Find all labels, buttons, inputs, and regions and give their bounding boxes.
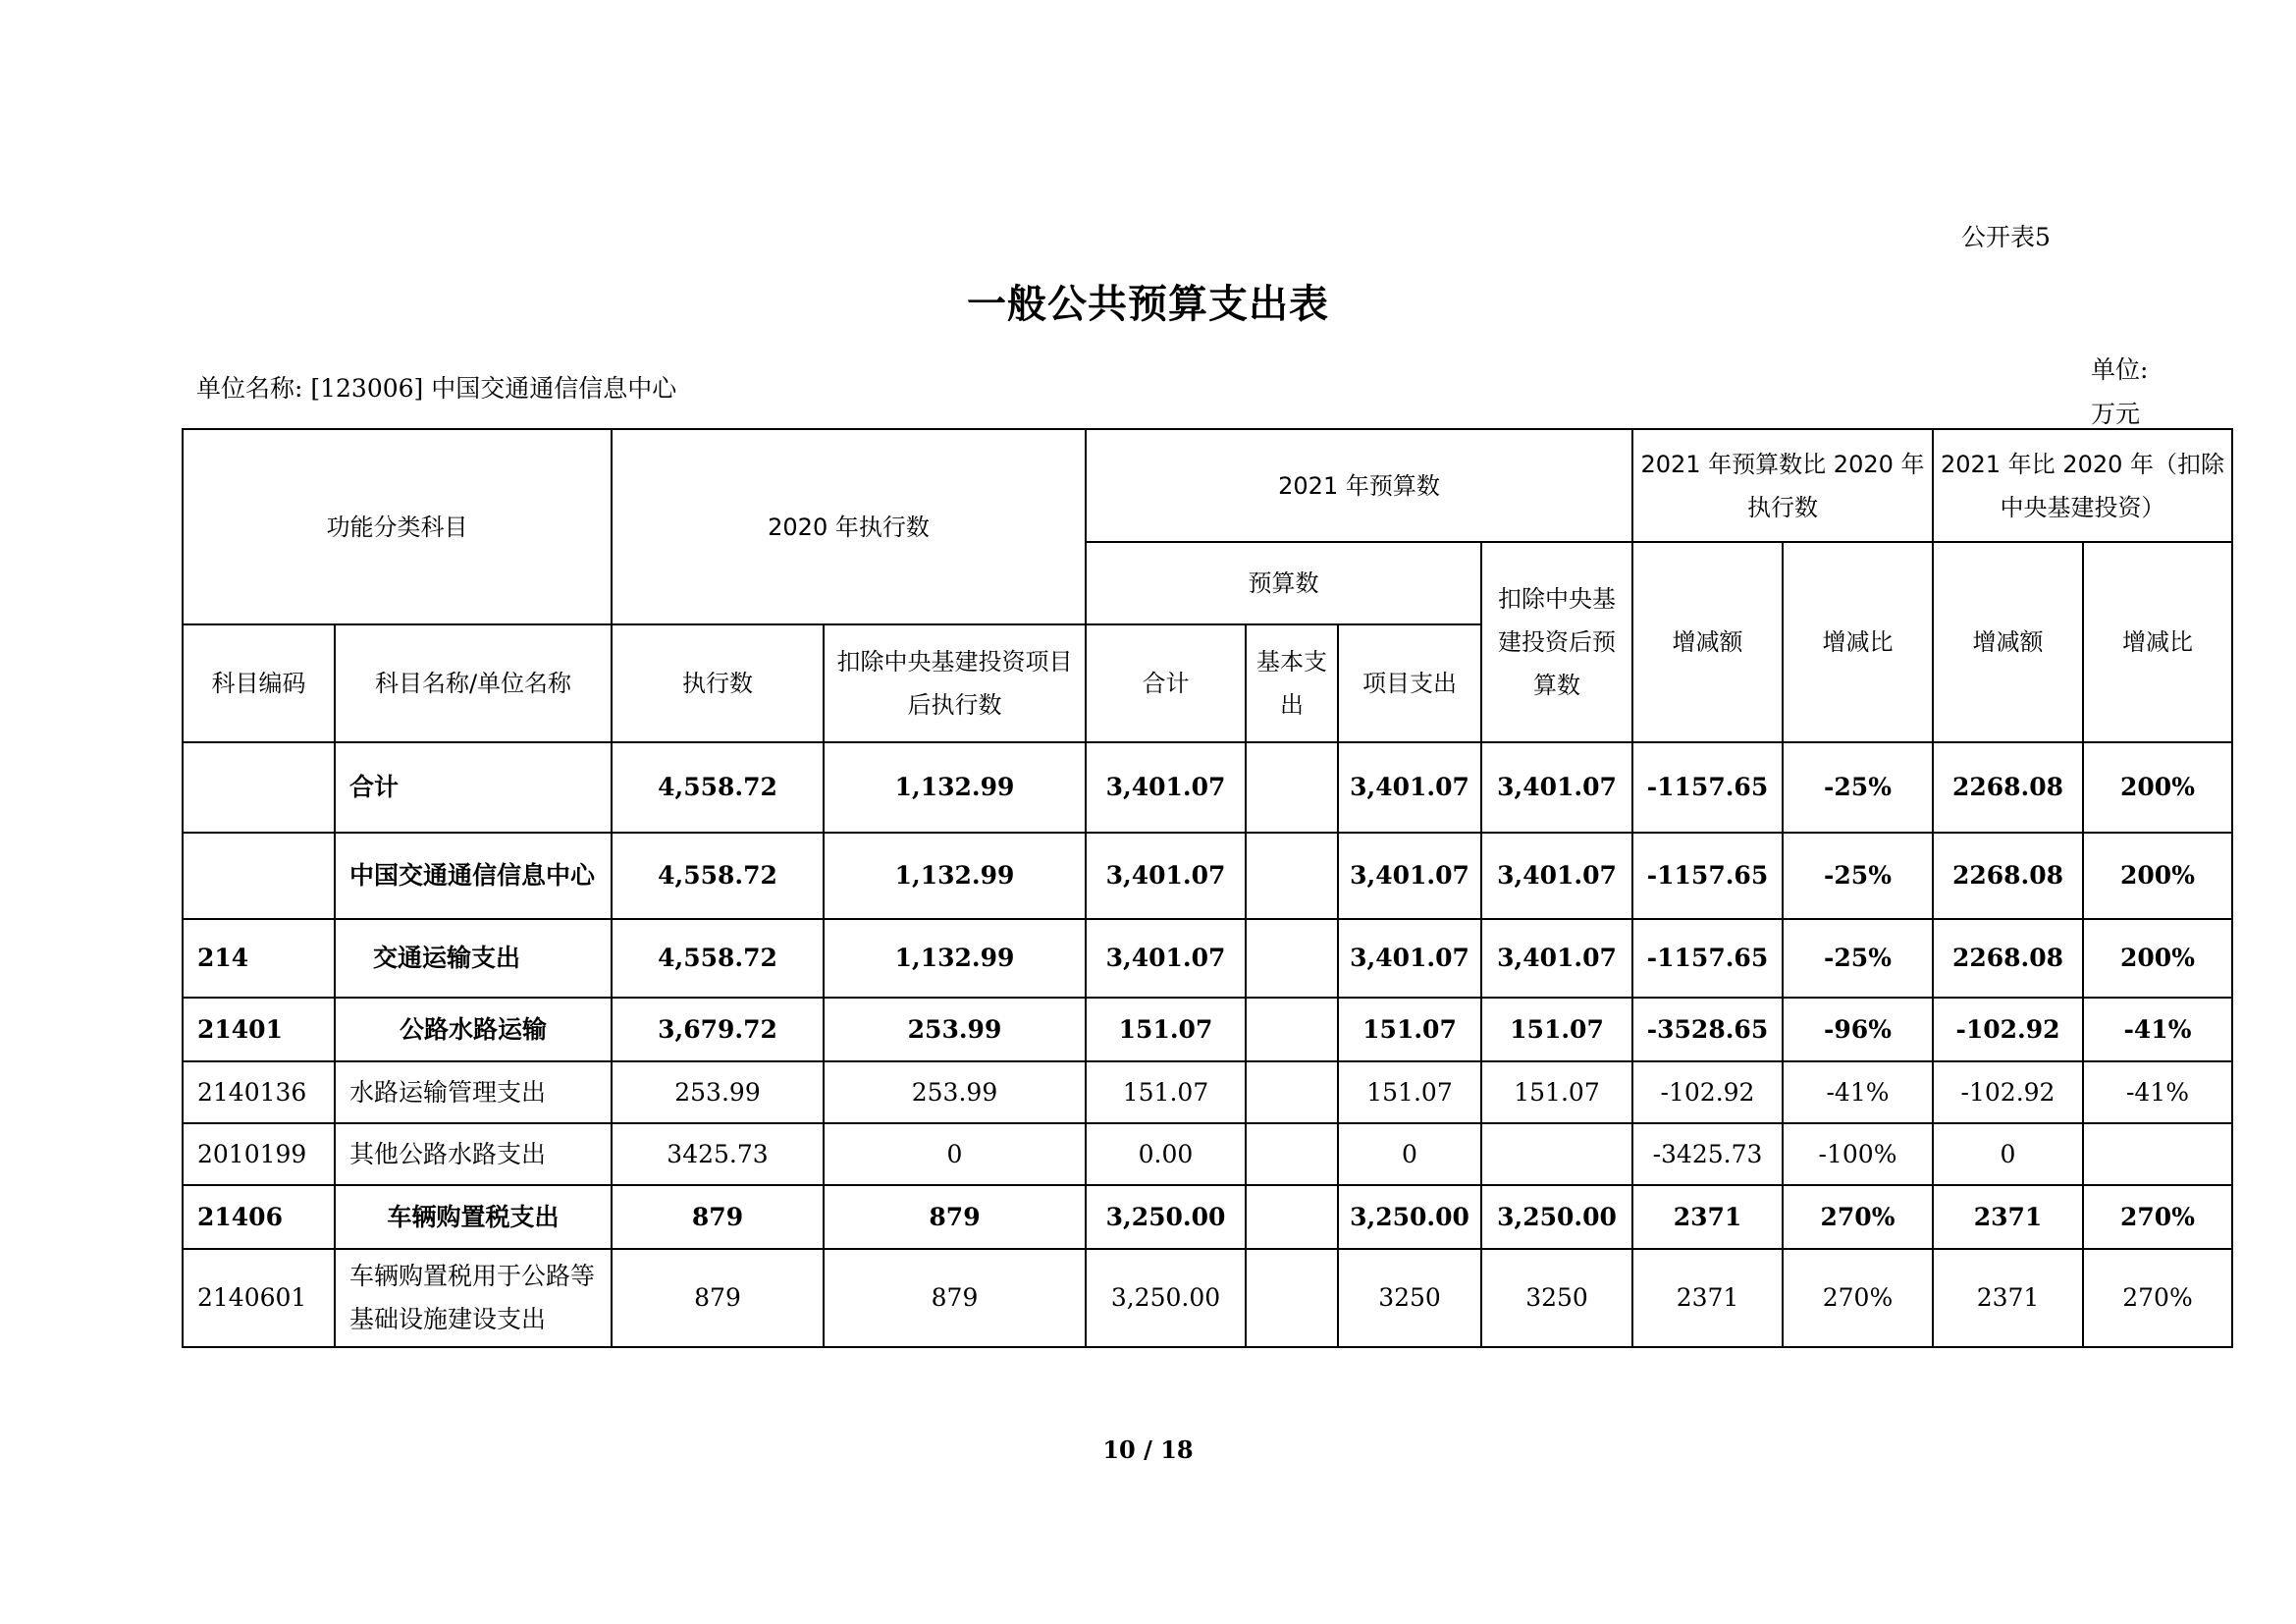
header-code: 科目编码 bbox=[183, 624, 335, 742]
cell-change-amount-1: -3425.73 bbox=[1632, 1123, 1783, 1185]
cell-change-amount-1: -102.92 bbox=[1632, 1061, 1783, 1123]
cell-change-amount-1: 2371 bbox=[1632, 1185, 1783, 1249]
cell-exec: 3425.73 bbox=[612, 1123, 824, 1185]
cell-basic bbox=[1246, 742, 1338, 833]
cell-excl-budget: 151.07 bbox=[1481, 1061, 1632, 1123]
cell-exec-excl: 253.99 bbox=[824, 1061, 1086, 1123]
cell-code: 21406 bbox=[183, 1185, 335, 1249]
cell-change-ratio-1: 270% bbox=[1783, 1249, 1933, 1347]
cell-exec-excl: 879 bbox=[824, 1249, 1086, 1347]
cell-total: 151.07 bbox=[1086, 998, 1246, 1061]
cell-change-amount-2: 2268.08 bbox=[1933, 742, 2083, 833]
cell-exec-excl: 1,132.99 bbox=[824, 833, 1086, 919]
form-number: 公开表5 bbox=[1961, 223, 2051, 251]
header-basic-expense: 基本支出 bbox=[1246, 624, 1338, 742]
cell-basic bbox=[1246, 998, 1338, 1061]
table-row bbox=[183, 833, 2232, 919]
cell-project: 151.07 bbox=[1338, 1061, 1481, 1123]
cell-change-amount-2: 0 bbox=[1933, 1123, 2083, 1185]
cell-exec: 3,679.72 bbox=[612, 998, 824, 1061]
cell-code bbox=[183, 742, 335, 833]
cell-change-ratio-2: 270% bbox=[2083, 1249, 2232, 1347]
cell-change-ratio-1: -100% bbox=[1783, 1123, 1933, 1185]
page-title: 一般公共预算支出表 bbox=[967, 282, 1329, 327]
cell-excl-budget: 3,250.00 bbox=[1481, 1185, 1632, 1249]
cell-total: 3,401.07 bbox=[1086, 833, 1246, 919]
cell-project: 0 bbox=[1338, 1123, 1481, 1185]
cell-basic bbox=[1246, 1123, 1338, 1185]
header-change-amount-2: 增减额 bbox=[1933, 542, 2083, 742]
cell-exec: 253.99 bbox=[612, 1061, 824, 1123]
header-project-expense: 项目支出 bbox=[1338, 624, 1481, 742]
cell-change-ratio-2: 270% bbox=[2083, 1185, 2232, 1249]
cell-basic bbox=[1246, 833, 1338, 919]
header-change-ratio-1: 增减比 bbox=[1783, 542, 1933, 742]
cell-basic bbox=[1246, 1185, 1338, 1249]
cell-name: 车辆购置税用于公路等基础设施建设支出 bbox=[335, 1249, 612, 1347]
cell-excl-budget bbox=[1481, 1123, 1632, 1185]
header-change-amount-1: 增减额 bbox=[1632, 542, 1783, 742]
cell-name: 中国交通通信信息中心 bbox=[335, 833, 612, 919]
cell-project: 151.07 bbox=[1338, 998, 1481, 1061]
cell-basic bbox=[1246, 919, 1338, 998]
cell-change-amount-1: 2371 bbox=[1632, 1249, 1783, 1347]
header-change-excl-central: 2021 年比 2020 年（扣除中央基建投资） bbox=[1933, 429, 2232, 542]
cell-name: 公路水路运输 bbox=[335, 998, 612, 1061]
cell-code: 2010199 bbox=[183, 1123, 335, 1185]
cell-name: 交通运输支出 bbox=[335, 919, 612, 998]
header-exec-2020: 2020 年执行数 bbox=[612, 429, 1086, 624]
cell-project: 3,250.00 bbox=[1338, 1185, 1481, 1249]
cell-excl-budget: 3,401.07 bbox=[1481, 833, 1632, 919]
cell-exec: 4,558.72 bbox=[612, 919, 824, 998]
cell-change-ratio-2: 200% bbox=[2083, 919, 2232, 998]
header-budget-sub: 预算数 bbox=[1086, 542, 1481, 624]
cell-total: 3,250.00 bbox=[1086, 1185, 1246, 1249]
cell-project: 3,401.07 bbox=[1338, 833, 1481, 919]
header-row-1 bbox=[183, 429, 2232, 542]
cell-total: 3,401.07 bbox=[1086, 742, 1246, 833]
page-number: 10 / 18 bbox=[1102, 1435, 1194, 1464]
cell-change-amount-1: -1157.65 bbox=[1632, 833, 1783, 919]
table-row bbox=[183, 919, 2232, 998]
cell-exec-excl: 879 bbox=[824, 1185, 1086, 1249]
cell-change-amount-2: 2268.08 bbox=[1933, 833, 2083, 919]
cell-exec: 4,558.72 bbox=[612, 742, 824, 833]
cell-project: 3,401.07 bbox=[1338, 919, 1481, 998]
cell-name: 水路运输管理支出 bbox=[335, 1061, 612, 1123]
header-change-ratio-2: 增减比 bbox=[2083, 542, 2232, 742]
cell-code: 2140136 bbox=[183, 1061, 335, 1123]
header-change-vs-2020: 2021 年预算数比 2020 年执行数 bbox=[1632, 429, 1933, 542]
cell-change-ratio-1: -41% bbox=[1783, 1061, 1933, 1123]
cell-change-amount-2: -102.92 bbox=[1933, 998, 2083, 1061]
cell-total: 0.00 bbox=[1086, 1123, 1246, 1185]
cell-change-ratio-1: 270% bbox=[1783, 1185, 1933, 1249]
table-row bbox=[183, 1061, 2232, 1123]
cell-exec: 879 bbox=[612, 1249, 824, 1347]
cell-change-amount-2: -102.92 bbox=[1933, 1061, 2083, 1123]
header-name: 科目名称/单位名称 bbox=[335, 624, 612, 742]
header-total: 合计 bbox=[1086, 624, 1246, 742]
budget-expenditure-table bbox=[182, 428, 2233, 1348]
cell-change-amount-2: 2371 bbox=[1933, 1185, 2083, 1249]
cell-change-amount-1: -3528.65 bbox=[1632, 998, 1783, 1061]
cell-change-ratio-1: -96% bbox=[1783, 998, 1933, 1061]
cell-code: 21401 bbox=[183, 998, 335, 1061]
cell-basic bbox=[1246, 1249, 1338, 1347]
header-excl-central-budget: 扣除中央基建投资后预算数 bbox=[1481, 542, 1632, 742]
cell-code bbox=[183, 833, 335, 919]
currency-unit-label: 单位: 万元 bbox=[2091, 355, 2149, 428]
header-functional-classification: 功能分类科目 bbox=[183, 429, 612, 624]
cell-exec-excl: 253.99 bbox=[824, 998, 1086, 1061]
cell-excl-budget: 3250 bbox=[1481, 1249, 1632, 1347]
cell-excl-budget: 151.07 bbox=[1481, 998, 1632, 1061]
cell-exec-excl: 1,132.99 bbox=[824, 742, 1086, 833]
cell-change-amount-1: -1157.65 bbox=[1632, 919, 1783, 998]
cell-name: 车辆购置税支出 bbox=[335, 1185, 612, 1249]
cell-total: 151.07 bbox=[1086, 1061, 1246, 1123]
cell-excl-budget: 3,401.07 bbox=[1481, 742, 1632, 833]
table-row bbox=[183, 1123, 2232, 1185]
cell-project: 3250 bbox=[1338, 1249, 1481, 1347]
table-row bbox=[183, 1185, 2232, 1249]
cell-project: 3,401.07 bbox=[1338, 742, 1481, 833]
cell-change-ratio-2: -41% bbox=[2083, 998, 2232, 1061]
cell-change-amount-2: 2268.08 bbox=[1933, 919, 2083, 998]
cell-excl-budget: 3,401.07 bbox=[1481, 919, 1632, 998]
header-budget-2021: 2021 年预算数 bbox=[1086, 429, 1632, 542]
cell-change-ratio-2: 200% bbox=[2083, 833, 2232, 919]
cell-change-amount-1: -1157.65 bbox=[1632, 742, 1783, 833]
cell-change-ratio-2 bbox=[2083, 1123, 2232, 1185]
cell-exec: 4,558.72 bbox=[612, 833, 824, 919]
cell-name: 其他公路水路支出 bbox=[335, 1123, 612, 1185]
header-exec-excl-central: 扣除中央基建投资项目后执行数 bbox=[824, 624, 1086, 742]
cell-change-ratio-1: -25% bbox=[1783, 833, 1933, 919]
cell-exec-excl: 1,132.99 bbox=[824, 919, 1086, 998]
cell-change-ratio-2: -41% bbox=[2083, 1061, 2232, 1123]
cell-exec-excl: 0 bbox=[824, 1123, 1086, 1185]
cell-exec: 879 bbox=[612, 1185, 824, 1249]
cell-code: 2140601 bbox=[183, 1249, 335, 1347]
header-exec-amount: 执行数 bbox=[612, 624, 824, 742]
cell-change-ratio-1: -25% bbox=[1783, 742, 1933, 833]
cell-change-amount-2: 2371 bbox=[1933, 1249, 2083, 1347]
table-row bbox=[183, 998, 2232, 1061]
cell-change-ratio-2: 200% bbox=[2083, 742, 2232, 833]
cell-name: 合计 bbox=[335, 742, 612, 833]
cell-change-ratio-1: -25% bbox=[1783, 919, 1933, 998]
unit-name: 单位名称: [123006] 中国交通通信信息中心 bbox=[196, 374, 677, 403]
table-row bbox=[183, 742, 2232, 833]
cell-total: 3,401.07 bbox=[1086, 919, 1246, 998]
cell-basic bbox=[1246, 1061, 1338, 1123]
table-row bbox=[183, 1249, 2232, 1347]
cell-code: 214 bbox=[183, 919, 335, 998]
cell-total: 3,250.00 bbox=[1086, 1249, 1246, 1347]
